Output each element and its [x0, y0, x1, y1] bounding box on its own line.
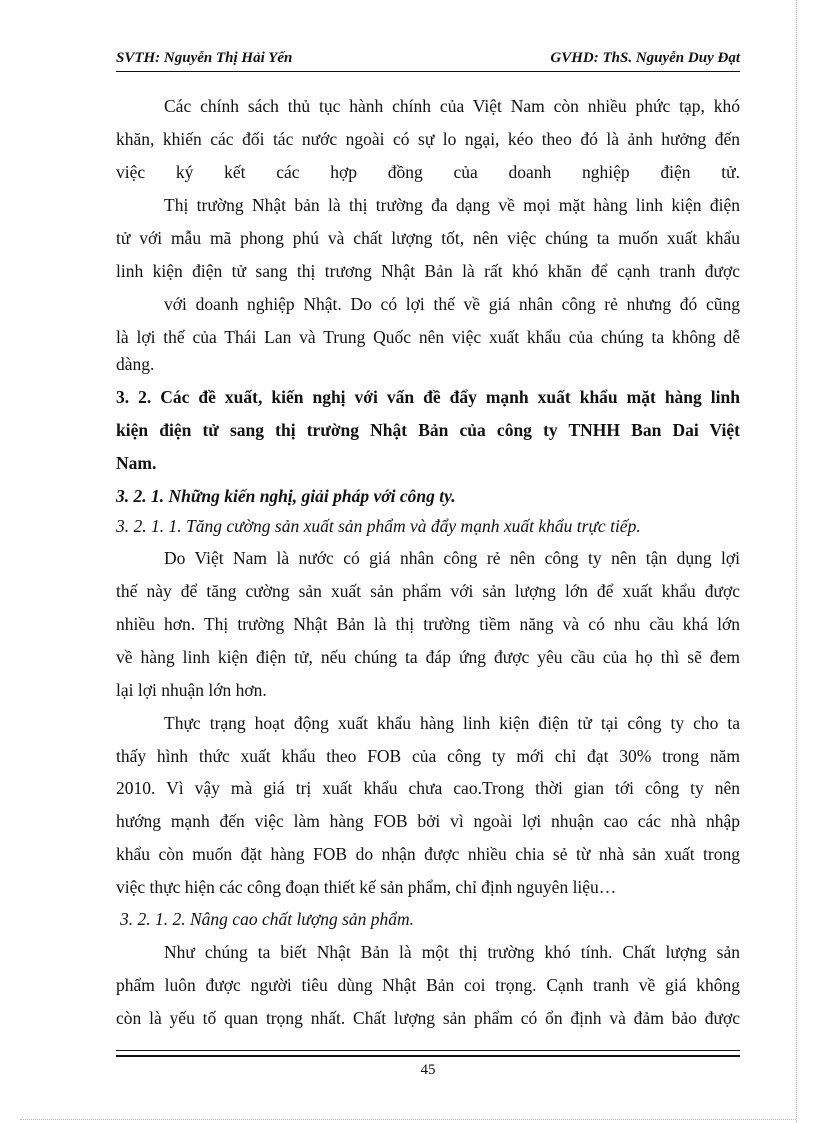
page-header [116, 46, 740, 72]
section-heading: 3. 2. Các đề xuất, kiến nghị với vấn đề đẩy mạnh xuất khẩu mặt hàng linh [116, 387, 740, 407]
subsubsection-heading: 3. 2. 1. 1. Tăng cường sản xuất sản phẩm và đẩy mạnh xuất khẩu trực tiếp. [116, 516, 641, 536]
paragraph-line: dàng. [116, 354, 155, 374]
section-heading: Nam. [116, 453, 157, 473]
subsubsection-heading: 3. 2. 1. 2. Nâng cao chất lượng sản phẩm. [120, 909, 415, 929]
paragraph-line: việc thực hiện các công đoạn thiết kế sản phẩm, chỉ định nguyên liệu… [116, 877, 617, 897]
paragraph-line: nhiều hơn. Thị trường Nhật Bản là thị trường tiềm năng và có nhu cầu khá lớn [116, 614, 740, 634]
header-divider [116, 71, 740, 72]
paragraph-line: Do Việt Nam là nước có giá nhân công rẻ nên công ty nên tận dụng lợi [164, 548, 740, 568]
page-edge-right [796, 0, 797, 1123]
supervisor-name: GVHD: ThS. Nguyễn Duy Đạt [550, 50, 740, 66]
subsection-heading: 3. 2. 1. Những kiến nghị, giải pháp với công ty. [116, 486, 456, 506]
paragraph-line: thấy hình thức xuất khẩu theo FOB của công ty mới chỉ đạt 30% trong năm [116, 746, 740, 766]
student-name: SVTH: Nguyễn Thị Hải Yến [116, 50, 293, 66]
footer-divider [116, 1050, 740, 1057]
page-edge-bottom [20, 1119, 796, 1120]
paragraph-line: lại lợi nhuận lớn hơn. [116, 680, 267, 700]
paragraph-line: Các chính sách thủ tục hành chính của Việt Nam còn nhiều phức tạp, khó [164, 96, 740, 116]
paragraph-line: là lợi thế của Thái Lan và Trung Quốc nên việc xuất khẩu của chúng ta không dễ [116, 327, 740, 347]
paragraph-line: Thực trạng hoạt động xuất khẩu hàng linh kiện điện tử tại công ty cho ta [164, 713, 740, 733]
paragraph-line: tử với mẫu mã phong phú và chất lượng tốt, nên việc chúng ta muốn xuất khẩu [116, 228, 740, 248]
paragraph-line: về hàng linh kiện điện tử, nếu chúng ta đáp ứng được yêu cầu của họ thì sẽ đem [116, 647, 740, 667]
page-number: 45 [420, 1062, 436, 1078]
paragraph-line: thế này để tăng cường sản xuất sản phẩm với sản lượng lớn để xuất khẩu được [116, 581, 740, 601]
paragraph-line: việc ký kết các hợp đồng của doanh nghiệp điện tử. [116, 162, 740, 182]
paragraph-line: phẩm luôn được người tiêu dùng Nhật Bản coi trọng. Cạnh tranh về giá không [116, 975, 740, 995]
paragraph-line: Thị trường Nhật bản là thị trường đa dạng về mọi mặt hàng linh kiện điện [164, 195, 740, 215]
paragraph-line: linh kiện điện tử sang thị trương Nhật Bản là rất khó khăn để cạnh tranh được [116, 261, 740, 281]
paragraph-line: với doanh nghiệp Nhật. Do có lợi thế về giá nhân công rẻ nhưng đó cũng [164, 294, 740, 314]
paragraph-line: Như chúng ta biết Nhật Bản là một thị trường khó tính. Chất lượng sản [164, 942, 740, 962]
paragraph-line: khẩu còn muốn đặt hàng FOB do nhận được nhiều chia sẻ từ nhà sản xuất trong [116, 844, 740, 864]
paragraph-line: 2010. Vì vậy mà giá trị xuất khẩu chưa cao.Trong thời gian tới công ty nên [116, 778, 740, 798]
paragraph-line: hướng mạnh đến việc làm hàng FOB bởi vì ngoài lợi nhuận cao các nhà nhập [116, 811, 740, 831]
paragraph-line: còn là yếu tố quan trọng nhất. Chất lượng sản phẩm có ổn định và đảm bảo được [116, 1008, 740, 1028]
paragraph-line: khăn, khiến các đối tác nước ngoài có sự lo ngại, kéo theo đó là ảnh hưởng đến [116, 129, 740, 149]
section-heading: kiện điện tử sang thị trường Nhật Bản của công ty TNHH Ban Dai Việt [116, 420, 740, 440]
